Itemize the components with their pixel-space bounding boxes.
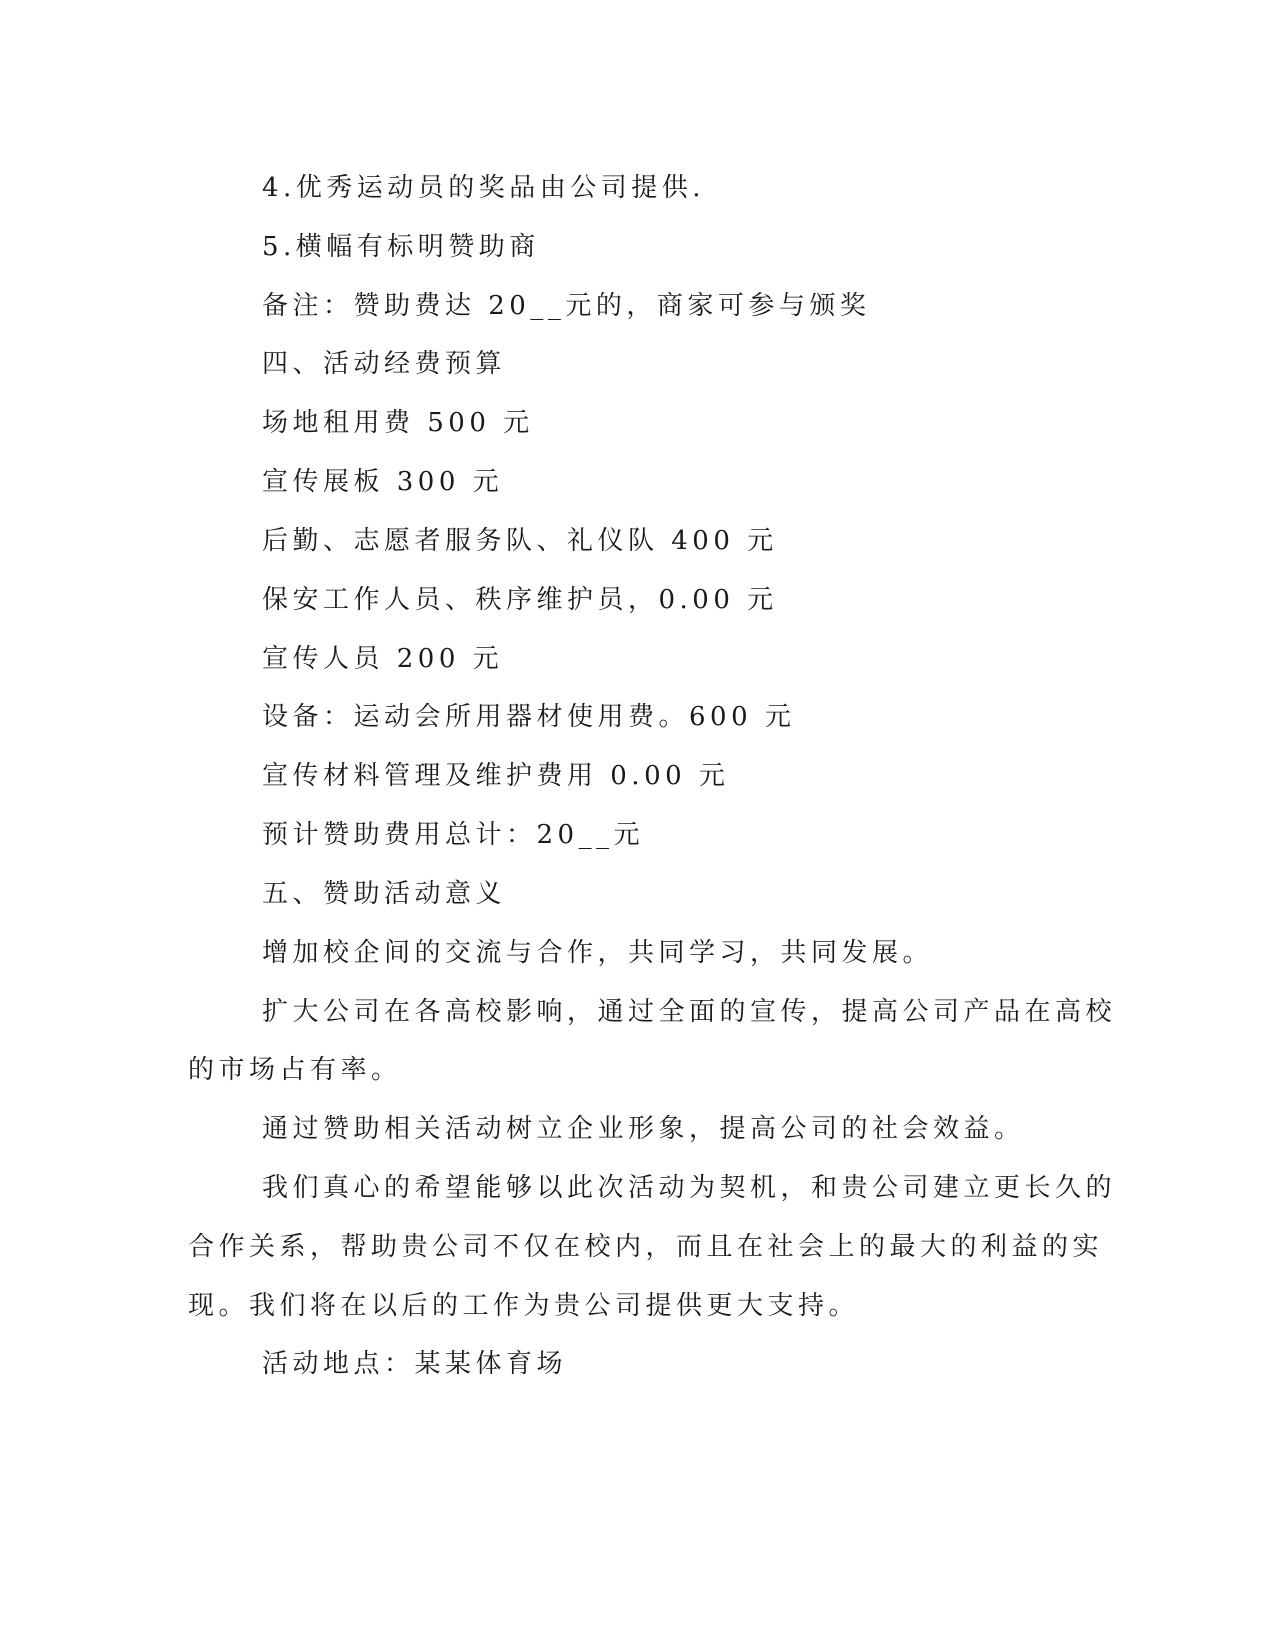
section-heading: 五、赞助活动意义: [262, 879, 507, 909]
text-line: 4.优秀运动员的奖品由公司提供.: [262, 173, 706, 203]
text-line: 扩大公司在各高校影响，通过全面的宣传，提高公司产品在高校: [262, 997, 1117, 1027]
text-line: 增加校企间的交流与合作，共同学习，共同发展。: [262, 938, 934, 968]
text-line: 通过赞助相关活动树立企业形象，提高公司的社会效益。: [262, 1114, 1025, 1144]
text-line: 活动地点：某某体育场: [262, 1349, 568, 1379]
text-line: 的市场占有率。: [188, 1055, 402, 1085]
section-heading: 四、活动经费预算: [262, 349, 507, 379]
text-line: 5.横幅有标明赞助商: [262, 232, 540, 262]
text-line: 场地租用费 500 元: [262, 408, 534, 438]
text-line: 保安工作人员、秩序维护员，0.00 元: [262, 585, 778, 615]
text-line: 宣传人员 200 元: [262, 644, 504, 674]
text-line: 后勤、志愿者服务队、礼仪队 400 元: [262, 526, 778, 556]
text-line: 宣传展板 300 元: [262, 467, 504, 497]
text-line: 合作关系，帮助贵公司不仅在校内，而且在社会上的最大的利益的实: [188, 1232, 1104, 1262]
text-line: 现。我们将在以后的工作为贵公司提供更大支持。: [188, 1291, 860, 1321]
text-line: 设备：运动会所用器材使用费。600 元: [262, 702, 796, 732]
text-line: 备注：赞助费达 20__元的，商家可参与颁奖: [262, 291, 871, 321]
text-line: 预计赞助费用总计：20__元: [262, 820, 645, 850]
text-line: 我们真心的希望能够以此次活动为契机，和贵公司建立更长久的: [262, 1173, 1117, 1203]
text-line: 宣传材料管理及维护费用 0.00 元: [262, 761, 730, 791]
